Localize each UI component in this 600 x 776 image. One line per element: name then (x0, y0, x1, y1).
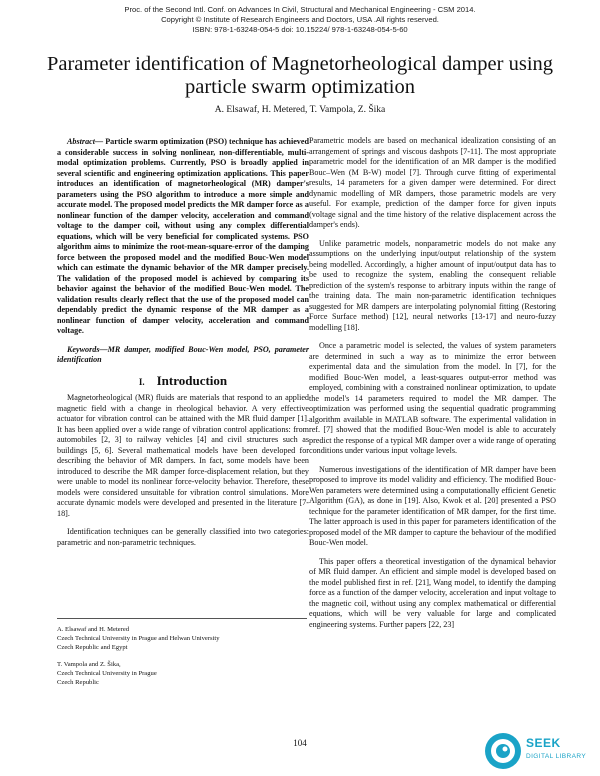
abstract (57, 137, 309, 337)
section-number: I. (138, 376, 145, 387)
section-heading-introduction (57, 372, 309, 388)
seek-logo-icon (483, 731, 523, 771)
paragraph: Once a parametric model is selected, the values of system parameters are determined in such a way as to minimize the error between experimental data and the simulation from the model. In [7], for the modified Bouc-Wen model, a least-squares output-error method was employed, combining with a constrained nonlinear optimization, to update the model's 14 parameters required to model the MR damper. The optimization was performed using the sequential quadratic programming algorithm available in MATLAB software. The experimental validation in ref. [7] showed that the modified Bouc-Wen model is able to accurately predict the response of a typical MR damper over a wide range of operating conditions under various input voltage levels. (309, 341, 556, 455)
paragraph: Parametric models are based on mechanical idealization consisting of an arrangement of springs and viscous dashpots [7-11]. The most appropriate parametric model for the identification of an MR damper is the modified Bouc–Wen (M B-W) model [7]. Through curve fitting of experimental results, 14 parameters for a given damper were determined. For direct dynamic modelling of MR dampers, those parametric models are very useful. For example, prediction of the damper force for given inputs (voltage signal and the time history of the relative displacement across the damper's ends). (309, 136, 556, 229)
affiliation-line: A. Elsawaf and H. Metered (57, 626, 130, 633)
affiliation-line: Czech Technical University in Prague and Helwan University (57, 635, 220, 642)
affiliation-line: Czech Republic and Egypt (57, 644, 128, 651)
paragraph: This paper offers a theoretical investigation of the dynamical behavior of MR fluid damper. An efficient and simple model is developed based on the model published first in ref. [21], Wang model, to identify the damping force as a function of the damper velocity, acceleration and input voltage to the magnetic coil, without using any complex mathematical or differential equations, which will be very valuable for large and complicated engineering systems. Further papers [22, 23] (309, 556, 556, 629)
header-line-1: Proc. of the Second Intl. Conf. on Advances In Civil, Structural and Mechanical Engineering - CSM 2014. (124, 5, 476, 14)
page-number: 104 (293, 738, 307, 748)
abstract-text: Particle swarm optimization (PSO) technique has achieved a considerable success in solving nonlinear, non-differentiable, multi-modal optimization problems. Currently, PSO is broadly applied in several scientific and engineering optimization applications. This paper introduces an identification of magnetorheological (MR) damper's parameters using the PSO algorithm to introduce a more simple and accurate model. The proposed model predicts the MR damper force as a nonlinear function of the damper velocity, acceleration and command voltage to the damper coil, without using any complex differential equations, which will be very beneficial for complicated systems. PSO algorithm aims to minimize the root-mean-square-error of the damping force between the proposed model and the modified Bouc-Wen model which can estimate the dynamic behavior of the MR damper precisely. The validation of the proposed model is achieved by comparing its behavior against the behavior of the modified Bouc-Wen model. The validation results clearly reflect that the use of the proposed model can dependably predict the dynamic response of the MR damper as a nonlinear function of damper velocity, acceleration and command voltage. (57, 137, 309, 335)
seek-digital-library-logo (483, 731, 595, 771)
affiliation-line: T. Vampola and Z. Šika, (57, 661, 121, 668)
affiliation-line: Czech Technical University in Prague (57, 670, 157, 677)
proceedings-header (0, 5, 600, 35)
paragraph: Numerous investigations of the identification of MR damper have been proposed to improve its model validity and efficiency. The modified Bouc-Wen parameters were determined using a computationally efficient Genetic Algorithm (GA), as done in [19]. Also, Kwok et al. [20] presented a PSO technique for the parameter identification of MR damper, for the first time. The latter approach is used in this paper for parameters identification of the proposed model of the MR damper to capture the behaviour of the modified Bouc-Wen model. (309, 464, 556, 547)
paper-title: Parameter identification of Magnetorheological damper using particle swarm optimization (46, 53, 554, 98)
abstract-label: Abstract— (67, 137, 104, 146)
paragraph: Magnetorheological (MR) fluids are materials that respond to an applied magnetic field with a change in rheological behavior. A very effective actuator for vibration control can be attained with the MR fluid damper [1]. It has been applied over a wide range of vibration control applications: from automobiles [2, 3] to railway vehicles [4] and civil structures such as buildings [5, 6]. Several mathematical models have been developed for describing the behavior of MR dampers. In fact, some models have been introduced to describe the MR damper force-displacement relation, but they were unable to model its nonlinear force-velocity behavior. Therefore, these models were considered unsuitable for vibration control simulations. More accurate dynamic models were developed and presented in the literature [7-18]. (57, 393, 309, 518)
keywords: Keywords—MR damper, modified Bouc-Wen model, PSO, parameter identification (57, 344, 309, 364)
logo-text-digital-library: DIGITAL LIBRARY (526, 753, 587, 760)
left-column (57, 137, 309, 556)
author-list: A. Elsawaf, H. Metered, T. Vampola, Z. Šika (214, 105, 386, 115)
author-affiliations (57, 618, 307, 687)
header-line-3: ISBN: 978-1-63248-054-5 doi: 10.15224/ 978-1-63248-054-5-60 (192, 25, 408, 34)
right-column (309, 136, 556, 638)
section-title: Introduction (156, 372, 228, 388)
header-line-2: Copyright © Institute of Research Engineers and Doctors, USA .All rights reserved. (161, 15, 439, 24)
paragraph: Identification techniques can be generally classified into two categories: parametric and non-parametric techniques. (57, 527, 309, 547)
logo-text-seek: SEEK (526, 736, 561, 750)
paragraph: Unlike parametric models, nonparametric models do not make any assumptions on the underlying input/output relationship of the system being modelled. Accordingly, a higher amount of input/output data has to be used to recognize the system, enabling the consequent reliable prediction of the system's response to arbitrary inputs within the range of the training data. The main non-parametric identification techniques suggested for MR dampers are interpolating polynomial fitting (Restoring Force Surface method) [12], neural networks [13-17] and neuro-fuzzy modelling [18]. (309, 238, 556, 332)
affiliation-line: Czech Republic (57, 679, 99, 686)
